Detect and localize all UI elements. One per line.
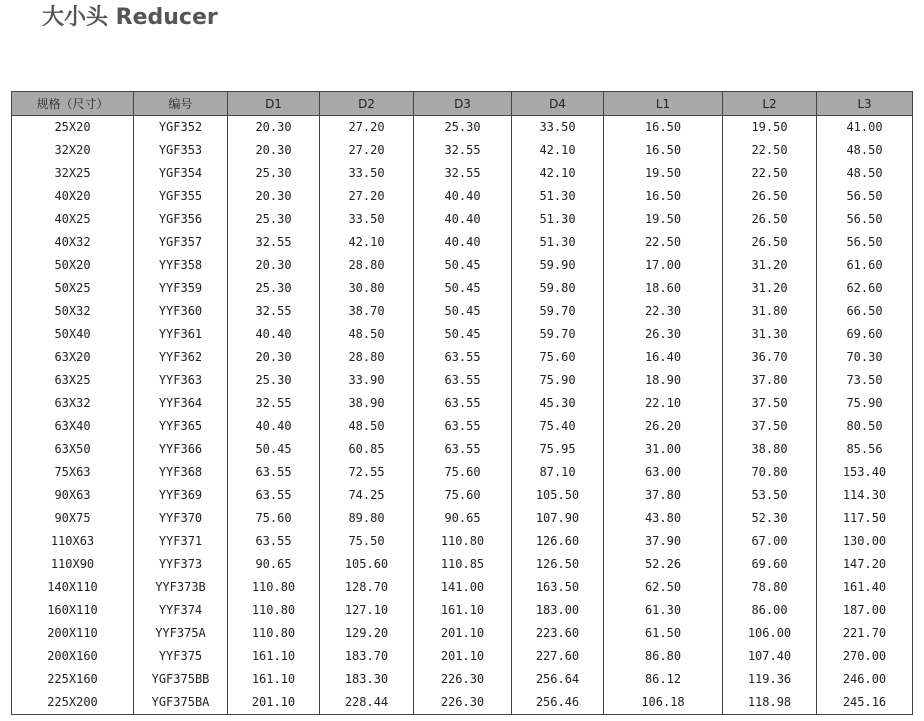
cell-d1: 161.10 (228, 668, 320, 691)
column-header-l2: L2 (723, 92, 817, 116)
cell-d4: 51.30 (512, 208, 604, 231)
table-row (12, 622, 913, 645)
cell-l3: 69.60 (817, 323, 913, 346)
column-header-l1: L1 (604, 92, 723, 116)
table-row (12, 553, 913, 576)
cell-size: 63X50 (12, 438, 134, 461)
cell-d2: 38.70 (320, 300, 414, 323)
table-row (12, 116, 913, 140)
cell-l2: 26.50 (723, 185, 817, 208)
cell-l1: 86.12 (604, 668, 723, 691)
cell-l2: 53.50 (723, 484, 817, 507)
cell-d2: 183.30 (320, 668, 414, 691)
cell-l3: 161.40 (817, 576, 913, 599)
cell-d1: 40.40 (228, 323, 320, 346)
cell-l2: 31.20 (723, 254, 817, 277)
cell-l2: 69.60 (723, 553, 817, 576)
column-header-size: 规格（尺寸） (12, 92, 134, 116)
table-row (12, 668, 913, 691)
cell-d3: 226.30 (414, 668, 512, 691)
cell-l2: 26.50 (723, 231, 817, 254)
cell-size: 50X32 (12, 300, 134, 323)
cell-d1: 63.55 (228, 484, 320, 507)
cell-size: 63X20 (12, 346, 134, 369)
cell-size: 63X40 (12, 415, 134, 438)
cell-d4: 107.90 (512, 507, 604, 530)
table-row (12, 438, 913, 461)
table-row (12, 277, 913, 300)
cell-d2: 48.50 (320, 415, 414, 438)
cell-d3: 40.40 (414, 208, 512, 231)
cell-d3: 50.45 (414, 254, 512, 277)
cell-d1: 63.55 (228, 461, 320, 484)
cell-d3: 226.30 (414, 691, 512, 715)
cell-l3: 70.30 (817, 346, 913, 369)
cell-size: 25X20 (12, 116, 134, 140)
cell-l3: 66.50 (817, 300, 913, 323)
cell-code: YGF375BA (134, 691, 228, 715)
table-row (12, 139, 913, 162)
cell-l3: 270.00 (817, 645, 913, 668)
cell-d3: 50.45 (414, 300, 512, 323)
cell-d1: 110.80 (228, 622, 320, 645)
cell-d2: 89.80 (320, 507, 414, 530)
cell-d2: 27.20 (320, 116, 414, 140)
cell-l2: 36.70 (723, 346, 817, 369)
cell-code: YYF374 (134, 599, 228, 622)
cell-code: YGF375BB (134, 668, 228, 691)
cell-l1: 31.00 (604, 438, 723, 461)
cell-d4: 75.95 (512, 438, 604, 461)
cell-d1: 40.40 (228, 415, 320, 438)
cell-d3: 32.55 (414, 139, 512, 162)
cell-l1: 61.50 (604, 622, 723, 645)
cell-size: 32X25 (12, 162, 134, 185)
cell-l2: 37.50 (723, 392, 817, 415)
cell-l1: 16.50 (604, 139, 723, 162)
table-row (12, 645, 913, 668)
cell-d2: 28.80 (320, 254, 414, 277)
cell-d1: 32.55 (228, 231, 320, 254)
cell-code: YYF375 (134, 645, 228, 668)
cell-d3: 63.55 (414, 392, 512, 415)
cell-size: 40X20 (12, 185, 134, 208)
page-title: 大小头 Reducer (42, 5, 218, 30)
cell-l1: 37.80 (604, 484, 723, 507)
cell-l2: 106.00 (723, 622, 817, 645)
cell-l1: 17.00 (604, 254, 723, 277)
table-row (12, 185, 913, 208)
column-header-d1: D1 (228, 92, 320, 116)
cell-code: YGF352 (134, 116, 228, 140)
cell-code: YYF373 (134, 553, 228, 576)
cell-d4: 42.10 (512, 139, 604, 162)
cell-d4: 105.50 (512, 484, 604, 507)
column-header-d2: D2 (320, 92, 414, 116)
table-row (12, 530, 913, 553)
cell-d2: 42.10 (320, 231, 414, 254)
cell-d2: 183.70 (320, 645, 414, 668)
cell-d4: 227.60 (512, 645, 604, 668)
cell-l3: 114.30 (817, 484, 913, 507)
cell-d3: 161.10 (414, 599, 512, 622)
cell-code: YGF353 (134, 139, 228, 162)
cell-size: 160X110 (12, 599, 134, 622)
cell-d4: 223.60 (512, 622, 604, 645)
cell-d2: 48.50 (320, 323, 414, 346)
cell-l2: 67.00 (723, 530, 817, 553)
cell-l3: 56.50 (817, 231, 913, 254)
cell-l3: 75.90 (817, 392, 913, 415)
cell-d1: 201.10 (228, 691, 320, 715)
cell-d4: 59.70 (512, 323, 604, 346)
cell-l1: 22.10 (604, 392, 723, 415)
cell-size: 140X110 (12, 576, 134, 599)
cell-size: 32X20 (12, 139, 134, 162)
cell-l3: 246.00 (817, 668, 913, 691)
cell-d4: 183.00 (512, 599, 604, 622)
cell-size: 40X32 (12, 231, 134, 254)
cell-code: YYF360 (134, 300, 228, 323)
cell-d1: 25.30 (228, 162, 320, 185)
cell-d3: 63.55 (414, 415, 512, 438)
cell-size: 63X25 (12, 369, 134, 392)
cell-l1: 61.30 (604, 599, 723, 622)
cell-l1: 19.50 (604, 208, 723, 231)
cell-d1: 63.55 (228, 530, 320, 553)
cell-code: YGF356 (134, 208, 228, 231)
cell-l3: 48.50 (817, 139, 913, 162)
cell-l3: 61.60 (817, 254, 913, 277)
cell-l2: 37.80 (723, 369, 817, 392)
cell-d2: 60.85 (320, 438, 414, 461)
cell-l3: 147.20 (817, 553, 913, 576)
cell-l3: 41.00 (817, 116, 913, 140)
cell-code: YYF375A (134, 622, 228, 645)
cell-d2: 75.50 (320, 530, 414, 553)
cell-l2: 31.80 (723, 300, 817, 323)
cell-d1: 110.80 (228, 576, 320, 599)
cell-l2: 70.80 (723, 461, 817, 484)
cell-l3: 80.50 (817, 415, 913, 438)
cell-size: 225X160 (12, 668, 134, 691)
cell-l3: 187.00 (817, 599, 913, 622)
cell-d1: 20.30 (228, 254, 320, 277)
cell-size: 75X63 (12, 461, 134, 484)
cell-d3: 50.45 (414, 277, 512, 300)
cell-d1: 75.60 (228, 507, 320, 530)
cell-code: YYF371 (134, 530, 228, 553)
cell-size: 40X25 (12, 208, 134, 231)
cell-d4: 42.10 (512, 162, 604, 185)
cell-d4: 87.10 (512, 461, 604, 484)
cell-size: 200X160 (12, 645, 134, 668)
cell-l2: 26.50 (723, 208, 817, 231)
cell-d2: 33.50 (320, 162, 414, 185)
cell-d4: 33.50 (512, 116, 604, 140)
cell-l1: 26.20 (604, 415, 723, 438)
cell-size: 110X63 (12, 530, 134, 553)
cell-d3: 63.55 (414, 346, 512, 369)
cell-code: YYF361 (134, 323, 228, 346)
cell-l2: 107.40 (723, 645, 817, 668)
cell-size: 90X75 (12, 507, 134, 530)
cell-d4: 45.30 (512, 392, 604, 415)
cell-d1: 20.30 (228, 346, 320, 369)
cell-code: YYF366 (134, 438, 228, 461)
cell-d2: 30.80 (320, 277, 414, 300)
table-row (12, 507, 913, 530)
cell-size: 50X20 (12, 254, 134, 277)
cell-l2: 22.50 (723, 139, 817, 162)
cell-d2: 28.80 (320, 346, 414, 369)
cell-l3: 62.60 (817, 277, 913, 300)
cell-l1: 26.30 (604, 323, 723, 346)
cell-d2: 33.50 (320, 208, 414, 231)
cell-l3: 117.50 (817, 507, 913, 530)
cell-d1: 25.30 (228, 277, 320, 300)
cell-l2: 19.50 (723, 116, 817, 140)
table-row (12, 254, 913, 277)
cell-l2: 52.30 (723, 507, 817, 530)
cell-d2: 105.60 (320, 553, 414, 576)
table-row (12, 484, 913, 507)
cell-code: YYF370 (134, 507, 228, 530)
cell-d3: 63.55 (414, 369, 512, 392)
cell-d1: 20.30 (228, 185, 320, 208)
cell-d4: 59.80 (512, 277, 604, 300)
table-row (12, 162, 913, 185)
cell-l1: 106.18 (604, 691, 723, 715)
cell-d2: 33.90 (320, 369, 414, 392)
cell-d3: 110.85 (414, 553, 512, 576)
cell-l1: 86.80 (604, 645, 723, 668)
cell-l3: 130.00 (817, 530, 913, 553)
cell-d1: 50.45 (228, 438, 320, 461)
cell-code: YGF354 (134, 162, 228, 185)
cell-d3: 201.10 (414, 622, 512, 645)
cell-d2: 74.25 (320, 484, 414, 507)
table-body (12, 116, 913, 715)
cell-d4: 75.40 (512, 415, 604, 438)
cell-d1: 32.55 (228, 392, 320, 415)
cell-l1: 18.60 (604, 277, 723, 300)
table-row (12, 369, 913, 392)
cell-l2: 38.80 (723, 438, 817, 461)
cell-d3: 25.30 (414, 116, 512, 140)
cell-d2: 38.90 (320, 392, 414, 415)
cell-code: YYF359 (134, 277, 228, 300)
cell-d4: 59.90 (512, 254, 604, 277)
cell-size: 200X110 (12, 622, 134, 645)
cell-l3: 73.50 (817, 369, 913, 392)
cell-size: 110X90 (12, 553, 134, 576)
cell-l2: 78.80 (723, 576, 817, 599)
cell-size: 90X63 (12, 484, 134, 507)
cell-d4: 59.70 (512, 300, 604, 323)
cell-l1: 52.26 (604, 553, 723, 576)
table-header-row (12, 92, 913, 116)
cell-l1: 37.90 (604, 530, 723, 553)
cell-l3: 153.40 (817, 461, 913, 484)
cell-d1: 161.10 (228, 645, 320, 668)
cell-d3: 63.55 (414, 438, 512, 461)
cell-d4: 75.90 (512, 369, 604, 392)
cell-d4: 163.50 (512, 576, 604, 599)
cell-size: 50X40 (12, 323, 134, 346)
cell-code: YYF364 (134, 392, 228, 415)
cell-l2: 31.30 (723, 323, 817, 346)
cell-size: 63X32 (12, 392, 134, 415)
table-row (12, 208, 913, 231)
table-row (12, 461, 913, 484)
cell-l1: 16.50 (604, 116, 723, 140)
table-row (12, 415, 913, 438)
cell-l3: 245.16 (817, 691, 913, 715)
cell-code: YYF362 (134, 346, 228, 369)
cell-d4: 75.60 (512, 346, 604, 369)
cell-code: YYF363 (134, 369, 228, 392)
cell-code: YYF369 (134, 484, 228, 507)
table-row (12, 599, 913, 622)
cell-d1: 20.30 (228, 116, 320, 140)
cell-code: YGF357 (134, 231, 228, 254)
cell-size: 225X200 (12, 691, 134, 715)
reducer-spec-table (11, 91, 913, 715)
cell-l1: 62.50 (604, 576, 723, 599)
table-row (12, 691, 913, 715)
cell-l3: 56.50 (817, 185, 913, 208)
cell-d3: 201.10 (414, 645, 512, 668)
table-row (12, 231, 913, 254)
cell-d3: 75.60 (414, 484, 512, 507)
cell-d1: 20.30 (228, 139, 320, 162)
table-row (12, 576, 913, 599)
cell-d2: 228.44 (320, 691, 414, 715)
cell-l3: 48.50 (817, 162, 913, 185)
cell-d3: 110.80 (414, 530, 512, 553)
cell-code: YYF365 (134, 415, 228, 438)
cell-l3: 56.50 (817, 208, 913, 231)
cell-d3: 50.45 (414, 323, 512, 346)
cell-l2: 37.50 (723, 415, 817, 438)
cell-l3: 85.56 (817, 438, 913, 461)
cell-l2: 118.98 (723, 691, 817, 715)
cell-l3: 221.70 (817, 622, 913, 645)
cell-l2: 22.50 (723, 162, 817, 185)
cell-l1: 19.50 (604, 162, 723, 185)
column-header-l3: L3 (817, 92, 913, 116)
table-row (12, 392, 913, 415)
cell-d3: 32.55 (414, 162, 512, 185)
cell-d4: 51.30 (512, 231, 604, 254)
column-header-code: 编号 (134, 92, 228, 116)
cell-l2: 119.36 (723, 668, 817, 691)
cell-l2: 86.00 (723, 599, 817, 622)
cell-l1: 18.90 (604, 369, 723, 392)
cell-l1: 16.40 (604, 346, 723, 369)
cell-l1: 22.30 (604, 300, 723, 323)
cell-d4: 126.60 (512, 530, 604, 553)
cell-code: YYF368 (134, 461, 228, 484)
cell-d3: 141.00 (414, 576, 512, 599)
cell-d2: 127.10 (320, 599, 414, 622)
cell-d2: 27.20 (320, 139, 414, 162)
cell-d2: 27.20 (320, 185, 414, 208)
cell-l1: 22.50 (604, 231, 723, 254)
cell-code: YYF358 (134, 254, 228, 277)
cell-d4: 51.30 (512, 185, 604, 208)
cell-d4: 126.50 (512, 553, 604, 576)
cell-d3: 75.60 (414, 461, 512, 484)
table-row (12, 300, 913, 323)
cell-d4: 256.46 (512, 691, 604, 715)
cell-d1: 110.80 (228, 599, 320, 622)
cell-d3: 40.40 (414, 185, 512, 208)
cell-d1: 90.65 (228, 553, 320, 576)
column-header-d4: D4 (512, 92, 604, 116)
table-row (12, 346, 913, 369)
cell-d1: 32.55 (228, 300, 320, 323)
cell-d2: 72.55 (320, 461, 414, 484)
cell-d4: 256.64 (512, 668, 604, 691)
cell-l2: 31.20 (723, 277, 817, 300)
cell-d1: 25.30 (228, 369, 320, 392)
cell-d2: 128.70 (320, 576, 414, 599)
table-row (12, 323, 913, 346)
cell-d2: 129.20 (320, 622, 414, 645)
cell-l1: 16.50 (604, 185, 723, 208)
cell-d1: 25.30 (228, 208, 320, 231)
cell-d3: 40.40 (414, 231, 512, 254)
cell-d3: 90.65 (414, 507, 512, 530)
cell-code: YYF373B (134, 576, 228, 599)
cell-l1: 43.80 (604, 507, 723, 530)
column-header-d3: D3 (414, 92, 512, 116)
cell-size: 50X25 (12, 277, 134, 300)
cell-code: YGF355 (134, 185, 228, 208)
cell-l1: 63.00 (604, 461, 723, 484)
